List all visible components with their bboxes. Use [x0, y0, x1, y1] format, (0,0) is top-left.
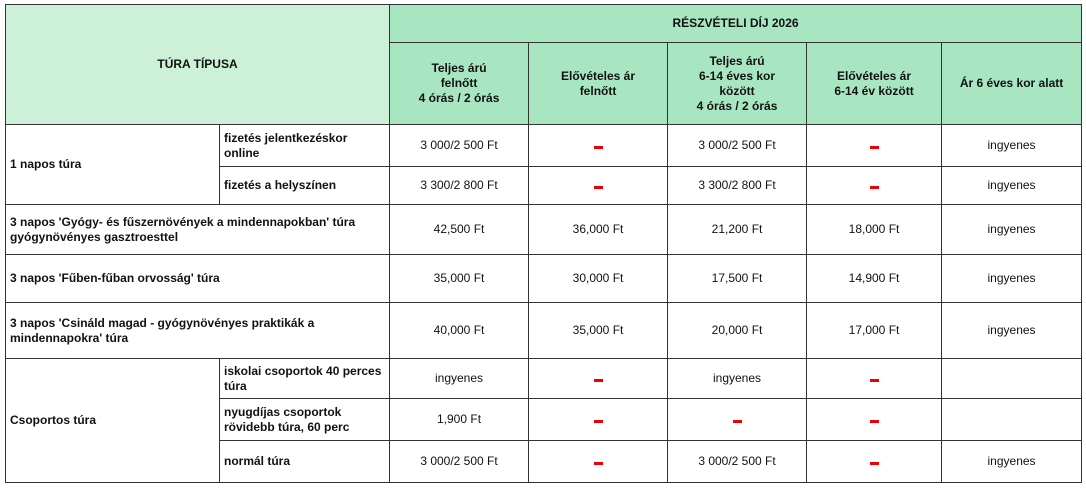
dash-icon	[594, 379, 603, 382]
cell-value: ingyenes	[942, 167, 1082, 205]
cell-empty	[807, 441, 942, 483]
dash-icon	[594, 146, 603, 149]
cell-value: 18,000 Ft	[807, 205, 942, 255]
row-label-group: Csoportos túra	[6, 359, 220, 483]
col-header-presale-child: Elővételes ár 6-14 év között	[807, 43, 942, 125]
table-row	[6, 359, 1082, 399]
dash-icon	[733, 420, 742, 423]
dash-icon	[870, 379, 879, 382]
cell-value: 3 000/2 500 Ft	[390, 441, 529, 483]
cell-empty	[942, 359, 1082, 399]
cell-empty	[668, 399, 807, 441]
table-row	[6, 255, 1082, 303]
cell-value: ingyenes	[942, 303, 1082, 359]
dash-icon	[870, 462, 879, 465]
row-label-three-day: 3 napos 'Csináld magad - gyógynövényes praktikák a mindennapokra' túra	[6, 303, 390, 359]
cell-value: ingyenes	[942, 441, 1082, 483]
cell-empty	[942, 399, 1082, 441]
cell-value: 36,000 Ft	[529, 205, 668, 255]
dash-icon	[870, 146, 879, 149]
col-header-under-6: Ár 6 éves kor alatt	[942, 43, 1082, 125]
cell-empty	[807, 125, 942, 167]
table-row	[6, 303, 1082, 359]
cell-value: ingyenes	[942, 205, 1082, 255]
table-row	[6, 205, 1082, 255]
dash-icon	[594, 420, 603, 423]
cell-value: 3 000/2 500 Ft	[668, 441, 807, 483]
dash-icon	[594, 462, 603, 465]
cell-value: 20,000 Ft	[668, 303, 807, 359]
col-header-full-adult: Teljes árú felnőtt 4 órás / 2 órás	[390, 43, 529, 125]
col-header-full-child: Teljes árú 6-14 éves kor között 4 órás / 2 órás	[668, 43, 807, 125]
cell-empty	[807, 399, 942, 441]
cell-value: 1,900 Ft	[390, 399, 529, 441]
cell-value: 17,000 Ft	[807, 303, 942, 359]
row-sublabel: nyugdíjas csoportok rövidebb túra, 60 perc	[220, 399, 390, 441]
cell-empty	[807, 359, 942, 399]
cell-value: 3 300/2 800 Ft	[390, 167, 529, 205]
cell-value: 35,000 Ft	[390, 255, 529, 303]
cell-value: ingyenes	[942, 255, 1082, 303]
table-row	[6, 125, 1082, 167]
cell-value: 3 300/2 800 Ft	[668, 167, 807, 205]
cell-empty	[807, 167, 942, 205]
cell-empty	[529, 125, 668, 167]
cell-value: ingyenes	[942, 125, 1082, 167]
cell-empty	[529, 167, 668, 205]
cell-value: 40,000 Ft	[390, 303, 529, 359]
cell-empty	[529, 441, 668, 483]
cell-empty	[529, 399, 668, 441]
cell-value: ingyenes	[390, 359, 529, 399]
dash-icon	[870, 420, 879, 423]
cell-value: ingyenes	[668, 359, 807, 399]
row-sublabel: fizetés jelentkezéskor online	[220, 125, 390, 167]
cell-value: 30,000 Ft	[529, 255, 668, 303]
cell-value: 3 000/2 500 Ft	[390, 125, 529, 167]
cell-value: 17,500 Ft	[668, 255, 807, 303]
row-label-three-day: 3 napos 'Gyógy- és fűszernövények a mindennapokban' túra gyógynövényes gasztroesttel	[6, 205, 390, 255]
cell-value: 3 000/2 500 Ft	[668, 125, 807, 167]
dash-icon	[594, 186, 603, 189]
cell-value: 35,000 Ft	[529, 303, 668, 359]
cell-empty	[529, 359, 668, 399]
dash-icon	[870, 186, 879, 189]
cell-value: 14,900 Ft	[807, 255, 942, 303]
row-label-three-day: 3 napos 'Fűben-fűban orvosság' túra	[6, 255, 390, 303]
col-header-presale-adult: Elővételes ár felnőtt	[529, 43, 668, 125]
row-sublabel: normál túra	[220, 441, 390, 483]
fee-title-header: RÉSZVÉTELI DÍJ 2026	[390, 5, 1082, 43]
cell-value: 21,200 Ft	[668, 205, 807, 255]
row-sublabel: iskolai csoportok 40 perces túra	[220, 359, 390, 399]
price-table	[5, 4, 1082, 483]
tour-type-header: TÚRA TÍPUSA	[6, 5, 390, 125]
row-label-one-day: 1 napos túra	[6, 125, 220, 205]
row-sublabel: fizetés a helyszínen	[220, 167, 390, 205]
cell-value: 42,500 Ft	[390, 205, 529, 255]
